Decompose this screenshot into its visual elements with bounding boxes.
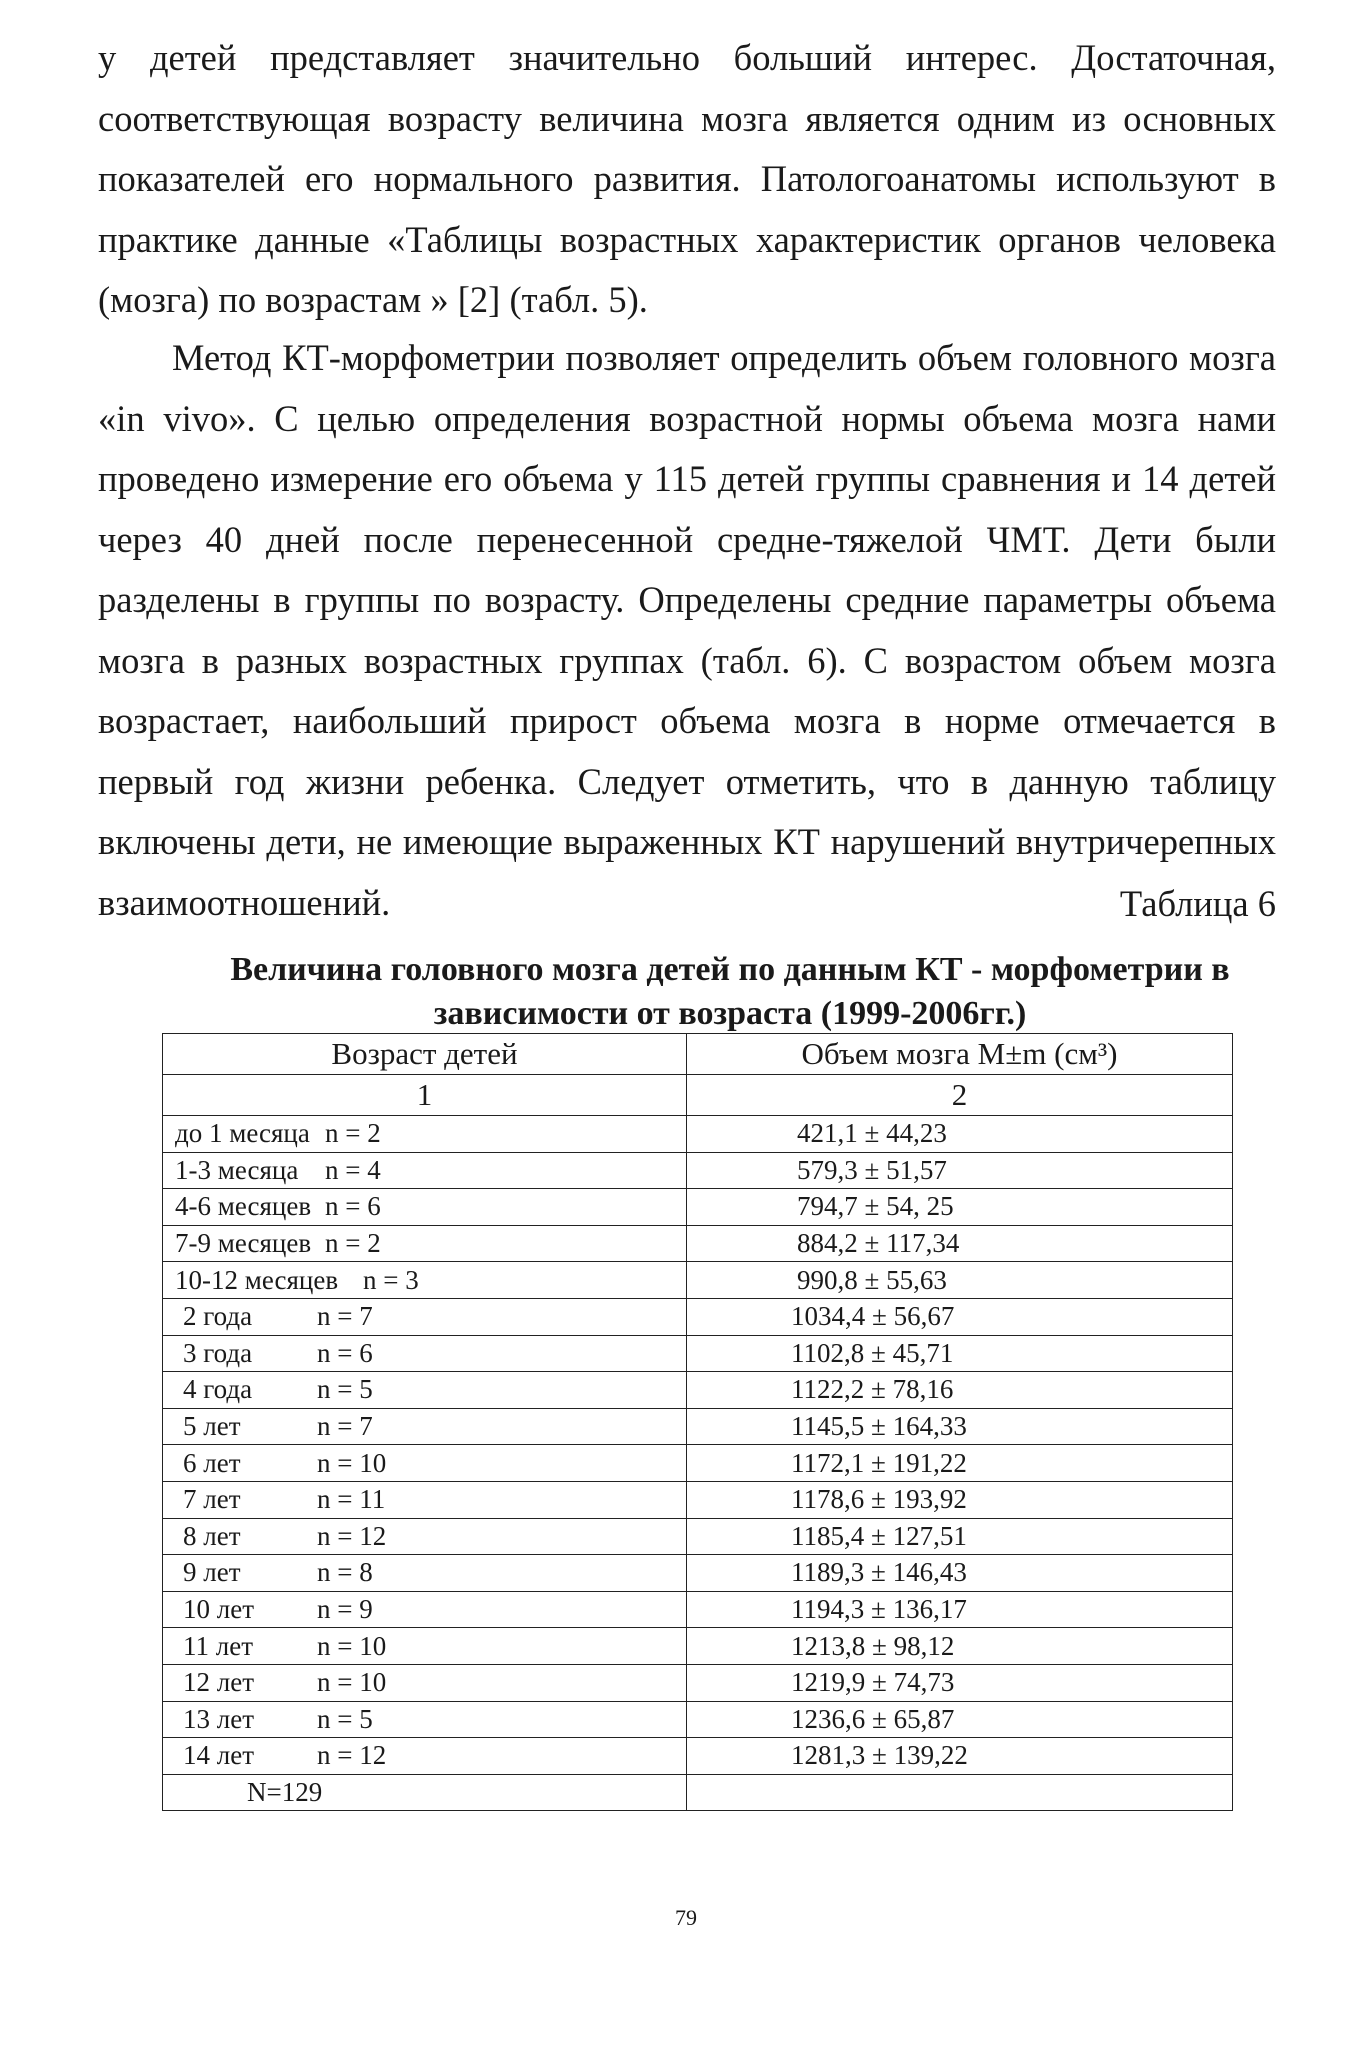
volume-cell bbox=[687, 1518, 1233, 1555]
table-row bbox=[163, 1518, 1233, 1555]
brain-volume-value: 884,2 ± 117,34 bbox=[797, 1228, 960, 1259]
sample-size: n = 6 bbox=[317, 1337, 373, 1368]
sample-size: n = 2 bbox=[325, 1118, 381, 1149]
age-cell bbox=[163, 1518, 687, 1555]
table-row bbox=[163, 1225, 1233, 1262]
age-group-label: 4-6 месяцев bbox=[175, 1191, 312, 1222]
empty-cell bbox=[687, 1774, 1233, 1811]
age-cell bbox=[163, 1152, 687, 1189]
age-cell bbox=[163, 1591, 687, 1628]
age-group-label: 5 лет bbox=[183, 1411, 241, 1442]
brain-volume-value: 1189,3 ± 146,43 bbox=[791, 1557, 967, 1588]
table-row bbox=[163, 1701, 1233, 1738]
sample-size: n = 12 bbox=[317, 1520, 387, 1551]
volume-cell bbox=[687, 1335, 1233, 1372]
paragraph-1: у детей представляет значительно больший интерес. Достаточная, соответствующая возрасту величина мозга является одним из основных показателей его нормального развития. Патологоанатомы используют в практике данные «Таблицы возрастных характеристик органов человека (мозга) по возрастам » [2] (табл. 5). bbox=[98, 37, 1276, 320]
paragraph-2: Метод КТ-морфометрии позволяет определить объем головного мозга «in vivo». С целью определения возрастной нормы объема мозга нами проведено измерение его объема у 115 детей группы сравнения и 14 детей через 40 дней после перенесенной средне-тяжелой ЧМТ. Дети были разделены в группы по возрасту. Определены средние параметры объема мозга в разных возрастных группах (табл. 6). С возрастом объем мозга возрастает, наибольший прирост объема мозга в норме отмечается в первый год жизни ребенка. Следует отметить, что в данную таблицу включены дети, не имеющие выраженных КТ нарушений внутричерепных взаимоотношений. bbox=[98, 337, 1276, 923]
column-number-row bbox=[163, 1075, 1233, 1116]
volume-cell bbox=[687, 1628, 1233, 1665]
table-row bbox=[163, 1335, 1233, 1372]
age-cell bbox=[163, 1628, 687, 1665]
brain-volume-value: 1213,8 ± 98,12 bbox=[791, 1630, 955, 1661]
volume-cell bbox=[687, 1372, 1233, 1409]
age-cell bbox=[163, 1189, 687, 1226]
sample-size: n = 3 bbox=[363, 1264, 419, 1295]
sample-size: n = 10 bbox=[317, 1667, 387, 1698]
brain-volume-table bbox=[162, 1033, 1233, 1811]
age-group-label: 2 года bbox=[183, 1301, 253, 1332]
age-group-label: до 1 месяца bbox=[175, 1118, 310, 1149]
age-group-label: 7 лет bbox=[183, 1484, 241, 1515]
age-cell bbox=[163, 1372, 687, 1409]
age-cell bbox=[163, 1664, 687, 1701]
brain-volume-value: 1194,3 ± 136,17 bbox=[791, 1594, 967, 1625]
age-cell bbox=[163, 1298, 687, 1335]
sample-size: n = 4 bbox=[325, 1154, 381, 1185]
volume-cell bbox=[687, 1408, 1233, 1445]
volume-cell bbox=[687, 1225, 1233, 1262]
age-cell bbox=[163, 1481, 687, 1518]
age-cell bbox=[163, 1738, 687, 1775]
age-group-label: 11 лет bbox=[183, 1630, 254, 1661]
age-cell bbox=[163, 1408, 687, 1445]
volume-cell bbox=[687, 1152, 1233, 1189]
table-row bbox=[163, 1372, 1233, 1409]
age-cell bbox=[163, 1225, 687, 1262]
table-row bbox=[163, 1116, 1233, 1153]
sample-size: n = 9 bbox=[317, 1594, 373, 1625]
brain-volume-value: 1145,5 ± 164,33 bbox=[791, 1411, 967, 1442]
volume-cell bbox=[687, 1189, 1233, 1226]
age-group-label: 10 лет bbox=[183, 1594, 255, 1625]
total-count-cell bbox=[163, 1774, 687, 1811]
table-caption bbox=[160, 948, 1300, 1036]
table-row bbox=[163, 1189, 1233, 1226]
age-group-label: 12 лет bbox=[183, 1667, 255, 1698]
table-row bbox=[163, 1445, 1233, 1482]
table-row bbox=[163, 1152, 1233, 1189]
sample-size: n = 10 bbox=[317, 1630, 387, 1661]
age-cell bbox=[163, 1445, 687, 1482]
volume-cell bbox=[687, 1262, 1233, 1299]
brain-volume-value: 1236,6 ± 65,87 bbox=[791, 1703, 955, 1734]
table-label: Таблица 6 bbox=[1119, 883, 1276, 924]
sample-size: n = 10 bbox=[317, 1447, 387, 1478]
sample-size: n = 5 bbox=[317, 1703, 373, 1734]
sample-size: n = 7 bbox=[317, 1411, 373, 1442]
age-cell bbox=[163, 1262, 687, 1299]
sample-size: n = 7 bbox=[317, 1301, 373, 1332]
brain-volume-value: 1034,4 ± 56,67 bbox=[791, 1301, 955, 1332]
table-caption-line-1: Величина головного мозга детей по данным КТ - морфометрии в bbox=[230, 951, 1230, 988]
table-row bbox=[163, 1738, 1233, 1775]
table-row bbox=[163, 1408, 1233, 1445]
table-row bbox=[163, 1555, 1233, 1592]
page-number: 79 bbox=[675, 1905, 697, 1930]
age-group-label: 6 лет bbox=[183, 1447, 241, 1478]
brain-volume-value: 1185,4 ± 127,51 bbox=[791, 1520, 967, 1551]
volume-cell bbox=[687, 1664, 1233, 1701]
table-row bbox=[163, 1591, 1233, 1628]
volume-cell bbox=[687, 1116, 1233, 1153]
age-cell bbox=[163, 1116, 687, 1153]
volume-cell bbox=[687, 1738, 1233, 1775]
header-age: Возраст детей bbox=[163, 1034, 687, 1075]
table-row bbox=[163, 1481, 1233, 1518]
age-group-label: 13 лет bbox=[183, 1703, 255, 1734]
table-caption-line-2: зависимости от возраста (1999-2006гг.) bbox=[433, 995, 1027, 1032]
column-number-1: 1 bbox=[163, 1075, 687, 1116]
sample-size: n = 2 bbox=[325, 1228, 381, 1259]
table-total-row bbox=[163, 1774, 1233, 1811]
volume-cell bbox=[687, 1298, 1233, 1335]
volume-cell bbox=[687, 1555, 1233, 1592]
age-group-label: 7-9 месяцев bbox=[175, 1228, 312, 1259]
age-group-label: 3 года bbox=[183, 1337, 253, 1368]
header-volume: Объем мозга M±m (см³) bbox=[687, 1034, 1233, 1075]
brain-volume-value: 794,7 ± 54, 25 bbox=[797, 1191, 954, 1222]
column-number-2: 2 bbox=[687, 1075, 1233, 1116]
brain-volume-value: 1178,6 ± 193,92 bbox=[791, 1484, 967, 1515]
volume-cell bbox=[687, 1445, 1233, 1482]
sample-size: n = 5 bbox=[317, 1374, 373, 1405]
total-count: N=129 bbox=[247, 1776, 323, 1807]
table-row bbox=[163, 1664, 1233, 1701]
brain-volume-value: 421,1 ± 44,23 bbox=[797, 1118, 947, 1149]
age-cell bbox=[163, 1701, 687, 1738]
volume-cell bbox=[687, 1591, 1233, 1628]
table-row bbox=[163, 1262, 1233, 1299]
age-group-label: 1-3 месяца bbox=[175, 1154, 299, 1185]
age-group-label: 9 лет bbox=[183, 1557, 241, 1588]
age-group-label: 4 года bbox=[183, 1374, 253, 1405]
sample-size: n = 12 bbox=[317, 1740, 387, 1771]
brain-volume-value: 1172,1 ± 191,22 bbox=[791, 1447, 967, 1478]
sample-size: n = 6 bbox=[325, 1191, 381, 1222]
volume-cell bbox=[687, 1701, 1233, 1738]
brain-volume-value: 1219,9 ± 74,73 bbox=[791, 1667, 955, 1698]
age-cell bbox=[163, 1335, 687, 1372]
age-group-label: 8 лет bbox=[183, 1520, 241, 1551]
sample-size: n = 11 bbox=[317, 1484, 386, 1515]
brain-volume-value: 1281,3 ± 139,22 bbox=[791, 1740, 968, 1771]
brain-volume-value: 1102,8 ± 45,71 bbox=[791, 1337, 954, 1368]
brain-volume-value: 990,8 ± 55,63 bbox=[797, 1264, 947, 1295]
volume-cell bbox=[687, 1481, 1233, 1518]
table-header-row bbox=[163, 1034, 1233, 1075]
brain-volume-value: 1122,2 ± 78,16 bbox=[791, 1374, 954, 1405]
age-cell bbox=[163, 1555, 687, 1592]
sample-size: n = 8 bbox=[317, 1557, 373, 1588]
table-row bbox=[163, 1628, 1233, 1665]
age-group-label: 14 лет bbox=[183, 1740, 255, 1771]
age-group-label: 10-12 месяцев bbox=[175, 1264, 339, 1295]
table-row bbox=[163, 1298, 1233, 1335]
brain-volume-value: 579,3 ± 51,57 bbox=[797, 1154, 947, 1185]
